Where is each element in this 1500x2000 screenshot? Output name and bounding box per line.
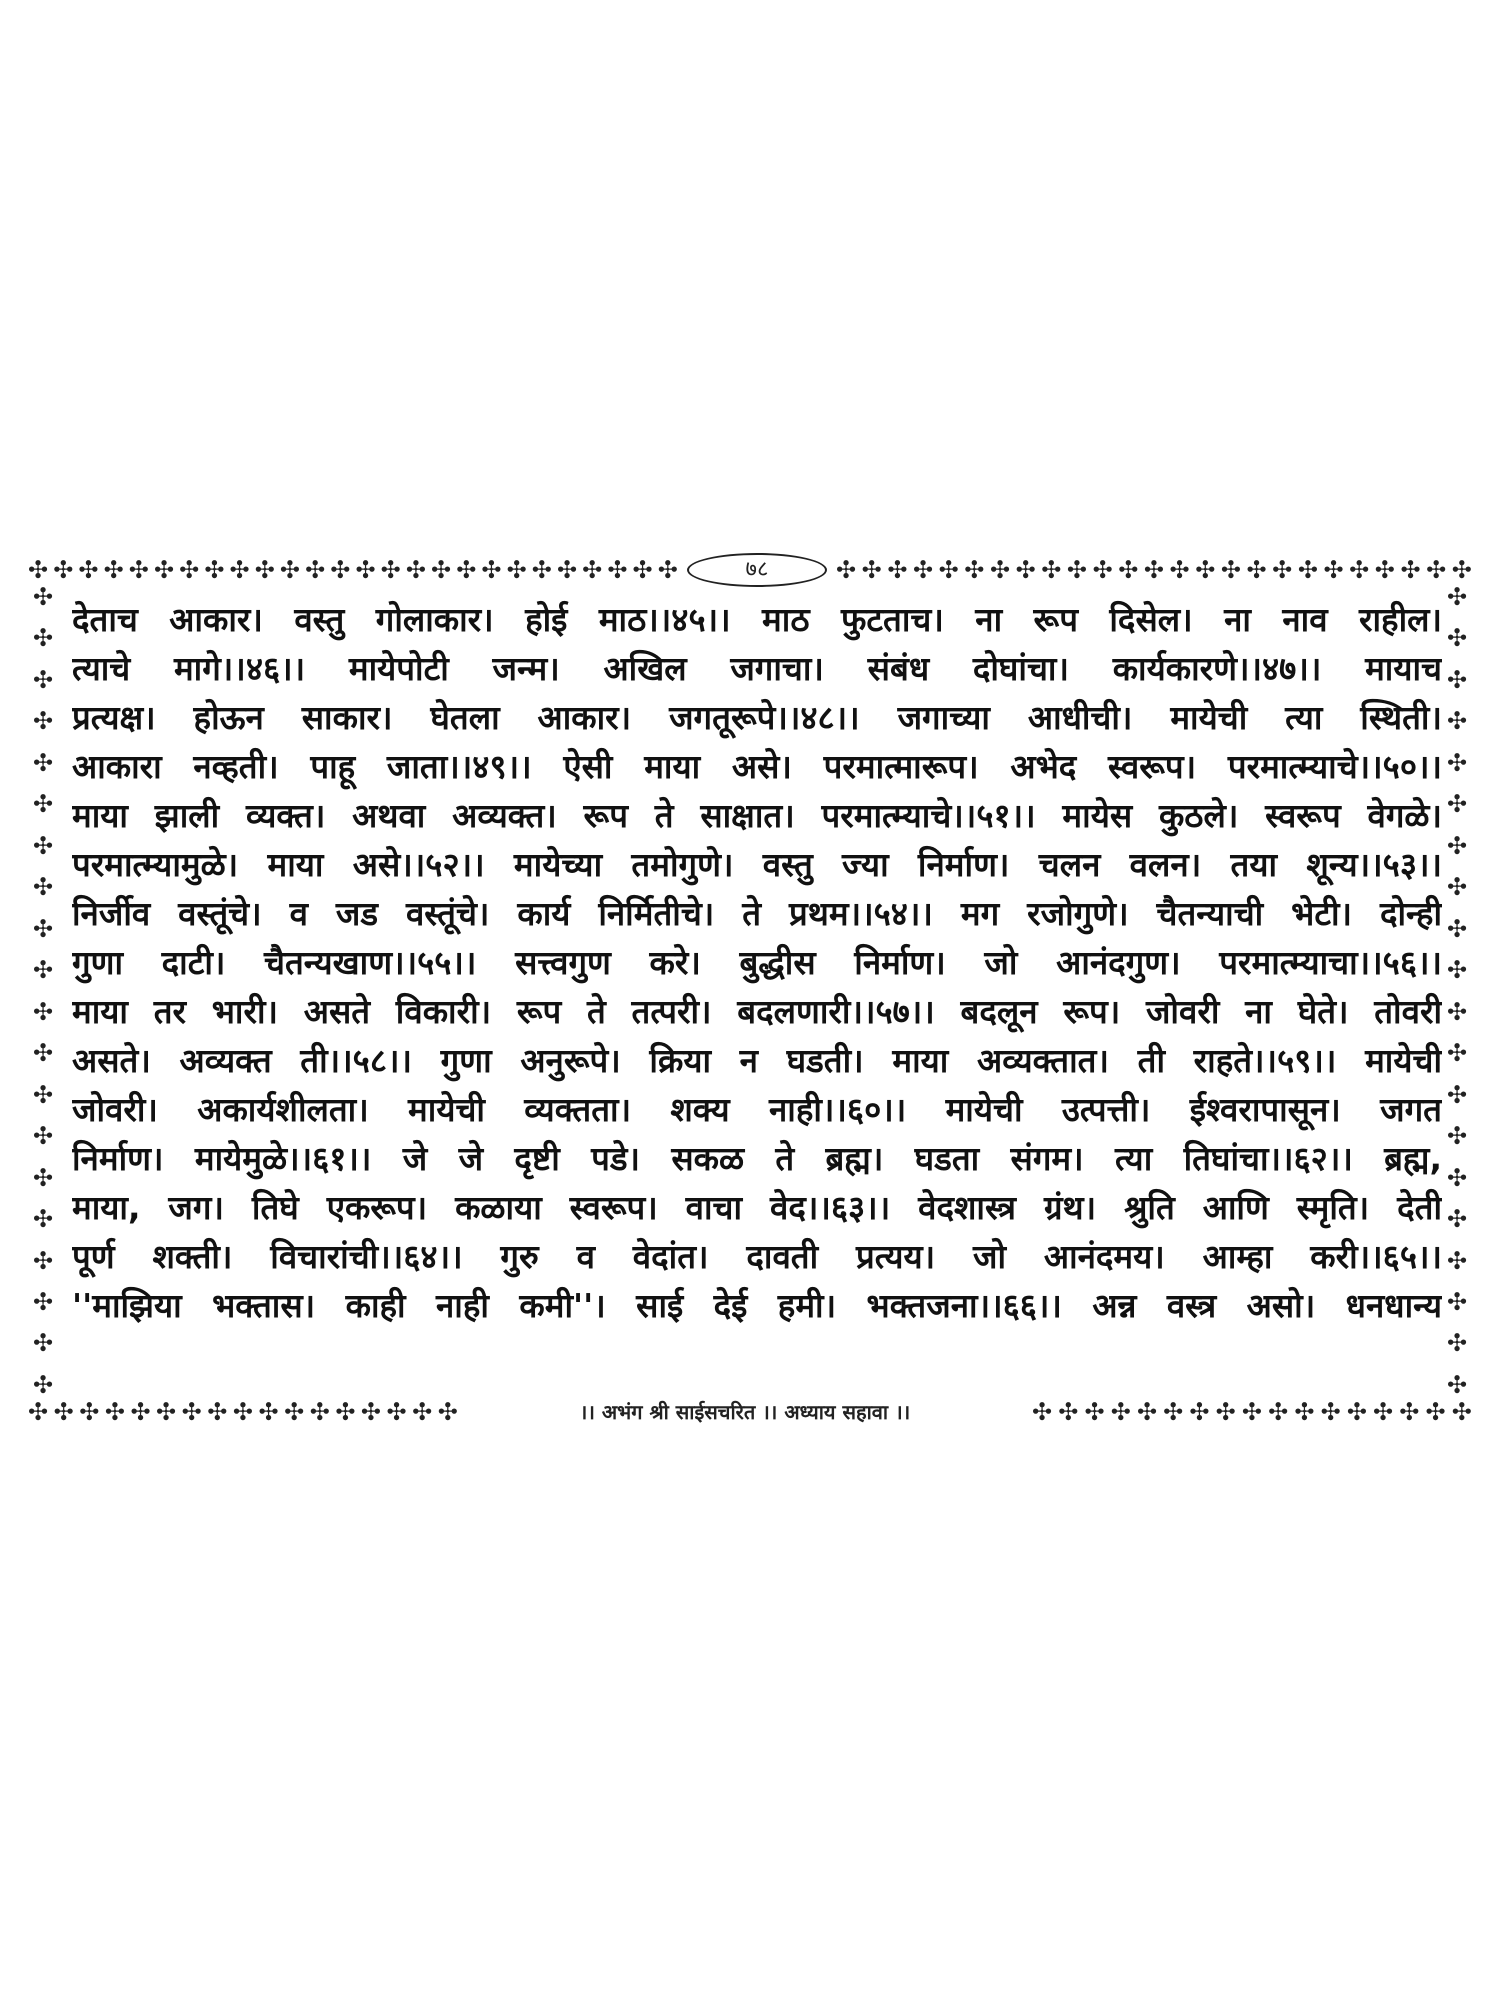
border-ornament-icon: ✣	[32, 873, 54, 902]
border-ornament-icon: ✣	[1015, 556, 1036, 584]
border-ornament-icon: ✣	[989, 556, 1011, 584]
verse-line: माया झाली व्यक्त। अथवा अव्यक्त। रूप ते साक्षात। परमात्म्याचे।।५१।। मायेस कुठले। स्वरूप वेगळे।	[72, 796, 1442, 835]
border-ornament-icon: ✣	[32, 1287, 54, 1316]
border-ornament-icon: ✣	[32, 1039, 54, 1068]
border-ornament-icon: ✣	[431, 556, 452, 584]
verse-line: निर्जीव वस्तूंचे। व जड वस्तूंचे। कार्य निर्मितीचे। ते प्रथम।।५४।। मग रजोगुणे। चैतन्याची भेटी। दोन्ही	[72, 894, 1442, 933]
border-ornament-icon: ✣	[1268, 1398, 1289, 1426]
border-ornament-icon: ✣	[1041, 556, 1062, 584]
border-ornament-icon: ✣	[179, 556, 200, 584]
border-ornament-icon: ✣	[28, 556, 49, 584]
border-ornament-icon: ✣	[1425, 1398, 1446, 1426]
border-ornament-icon: ✣	[1446, 873, 1468, 902]
verse-line: गुणा दाटी। चैतन्यखाण।।५५।। सत्त्वगुण करे। बुद्धीस निर्माण। जो आनंदगुण। परमात्म्याचा।।५६।।	[72, 943, 1442, 982]
border-ornament-icon: ✣	[330, 556, 351, 584]
border-ornament-icon: ✣	[1092, 556, 1113, 584]
border-ornament-icon: ✣	[1446, 1122, 1468, 1151]
border-ornament-icon: ✣	[104, 1398, 125, 1426]
border-ornament-icon: ✣	[887, 556, 908, 584]
border-ornament-icon: ✣	[1220, 556, 1241, 584]
bottom-border-right-ornaments	[1032, 1397, 1472, 1427]
verse-line: ''माझिया भक्तास। काही नाही कमी''। साई देई हमी। भक्तजना।।६६।। अन्न वस्त्र असो। धनधान्य	[72, 1286, 1442, 1325]
border-ornament-icon: ✣	[1446, 1329, 1468, 1358]
border-ornament-icon: ✣	[32, 1122, 54, 1151]
border-ornament-icon: ✣	[1446, 1287, 1468, 1316]
border-ornament-icon: ✣	[130, 1398, 151, 1426]
border-ornament-icon: ✣	[1446, 1205, 1468, 1234]
border-ornament-icon: ✣	[32, 914, 54, 943]
border-ornament-icon: ✣	[1066, 556, 1088, 584]
border-ornament-icon: ✣	[1446, 748, 1468, 777]
border-ornament-icon: ✣	[1446, 956, 1468, 985]
border-ornament-icon: ✣	[1297, 556, 1318, 584]
border-ornament-icon: ✣	[1446, 1370, 1468, 1399]
border-ornament-icon: ✣	[305, 556, 326, 584]
border-ornament-icon: ✣	[1143, 556, 1164, 584]
footer-title: ।। अभंग श्री साईसचरित ।। अध्याय सहावा ।।	[579, 1400, 911, 1424]
border-ornament-icon: ✣	[53, 556, 74, 584]
border-ornament-icon: ✣	[32, 997, 54, 1026]
border-ornament-icon: ✣	[938, 556, 959, 584]
border-ornament-icon: ✣	[1446, 707, 1468, 736]
border-ornament-icon: ✣	[1294, 1398, 1315, 1426]
border-ornament-icon: ✣	[1084, 1398, 1105, 1426]
border-ornament-icon: ✣	[1399, 1398, 1420, 1426]
border-ornament-icon: ✣	[1446, 790, 1468, 819]
verse-line: देताच आकार। वस्तु गोलाकार। होई माठ।।४५।। माठ फुटताच। ना रूप दिसेल। ना नाव राहील।	[72, 600, 1442, 639]
bottom-border	[28, 1397, 1472, 1427]
border-ornament-icon: ✣	[1323, 556, 1344, 584]
verse-line: परमात्म्यामुळे। माया असे।।५२।। मायेच्या तमोगुणे। वस्तु ज्या निर्माण। चलन वलन। तया शून्य।।५३।।	[72, 845, 1442, 884]
verse-line: माया तर भारी। असते विकारी। रूप ते तत्परी। बदलणारी।।५७।। बदलून रूप। जोवरी ना घेते। तोवरी	[72, 992, 1442, 1031]
border-ornament-icon: ✣	[437, 1398, 458, 1426]
border-ornament-icon: ✣	[556, 556, 578, 584]
page-number: ७८	[687, 553, 827, 587]
verse-line: असते। अव्यक्त ती।।५८।। गुणा अनुरूपे। क्रिया न घडती। माया अव्यक्तात। ती राहते।।५९।। मायेची	[72, 1041, 1442, 1080]
border-ornament-icon: ✣	[309, 1398, 330, 1426]
border-ornament-icon: ✣	[181, 1398, 202, 1426]
border-ornament-icon: ✣	[1451, 556, 1472, 584]
border-ornament-icon: ✣	[1446, 1163, 1468, 1192]
border-ornament-icon: ✣	[1446, 1039, 1468, 1068]
verse-line: निर्माण। मायेमुळे।।६१।। जे जे दृष्टी पडे। सकळ ते ब्रह्म। घडता संगम। त्या तिघांचा।।६२।। ब्रह्म,	[72, 1139, 1442, 1178]
border-ornament-icon: ✣	[53, 1398, 74, 1426]
border-ornament-icon: ✣	[32, 665, 54, 694]
border-ornament-icon: ✣	[1215, 1398, 1236, 1426]
bottom-border-left-ornaments	[28, 1397, 458, 1427]
border-ornament-icon: ✣	[1400, 556, 1421, 584]
border-ornament-icon: ✣	[103, 556, 124, 584]
border-ornament-icon: ✣	[380, 556, 401, 584]
border-ornament-icon: ✣	[1446, 997, 1468, 1026]
border-ornament-icon: ✣	[1169, 556, 1190, 584]
page-frame	[28, 555, 1472, 1427]
verse-text-block	[72, 595, 1442, 1330]
border-ornament-icon: ✣	[32, 1246, 54, 1275]
border-ornament-icon: ✣	[28, 1398, 49, 1426]
border-ornament-icon: ✣	[1446, 624, 1468, 653]
border-ornament-icon: ✣	[1272, 556, 1293, 584]
border-ornament-icon: ✣	[32, 1370, 54, 1399]
border-ornament-icon: ✣	[1426, 556, 1447, 584]
border-ornament-icon: ✣	[386, 1398, 407, 1426]
top-border-left-ornaments	[28, 555, 678, 585]
border-ornament-icon: ✣	[258, 1398, 279, 1426]
verse-line: त्याचे मागे।।४६।। मायेपोटी जन्म। अखिल जगाचा। संबंध दोघांचा। कार्यकारणे।।४७।। मायाच	[72, 649, 1442, 688]
border-ornament-icon: ✣	[1446, 831, 1468, 860]
right-border-ornaments	[1442, 585, 1472, 1397]
border-ornament-icon: ✣	[1110, 1398, 1131, 1426]
border-ornament-icon: ✣	[657, 556, 678, 584]
border-ornament-icon: ✣	[156, 1398, 177, 1426]
verse-line: प्रत्यक्ष। होऊन साकार। घेतला आकार। जगतूरूपे।।४८।। जगाच्या आधीची। मायेची त्या स्थिती।	[72, 698, 1442, 737]
top-border	[28, 555, 1472, 585]
border-ornament-icon: ✣	[405, 556, 426, 584]
border-ornament-icon: ✣	[1373, 1398, 1394, 1426]
left-border-ornaments	[28, 585, 58, 1397]
border-ornament-icon: ✣	[582, 556, 603, 584]
border-ornament-icon: ✣	[32, 1163, 54, 1192]
border-ornament-icon: ✣	[32, 1080, 54, 1109]
border-ornament-icon: ✣	[861, 556, 882, 584]
border-ornament-icon: ✣	[284, 1398, 305, 1426]
border-ornament-icon: ✣	[153, 556, 175, 584]
border-ornament-icon: ✣	[1320, 1398, 1341, 1426]
border-ornament-icon: ✣	[1446, 583, 1468, 611]
border-ornament-icon: ✣	[607, 556, 628, 584]
border-ornament-icon: ✣	[1349, 556, 1370, 584]
border-ornament-icon: ✣	[1451, 1398, 1472, 1426]
border-ornament-icon: ✣	[207, 1398, 228, 1426]
border-ornament-icon: ✣	[531, 556, 552, 584]
border-ornament-icon: ✣	[1241, 1398, 1262, 1426]
verse-line: जोवरी। अकार्यशीलता। मायेची व्यक्तता। शक्य नाही।।६०।। मायेची उत्पत्ती। ईश्वरापासून। जगत	[72, 1090, 1442, 1129]
border-ornament-icon: ✣	[232, 1398, 253, 1426]
border-ornament-icon: ✣	[78, 556, 99, 584]
border-ornament-icon: ✣	[1189, 1398, 1210, 1426]
border-ornament-icon: ✣	[32, 583, 54, 611]
border-ornament-icon: ✣	[1446, 665, 1468, 694]
border-ornament-icon: ✣	[79, 1398, 100, 1426]
border-ornament-icon: ✣	[229, 556, 250, 584]
verse-line: माया, जग। तिघे एकरूप। कळाया स्वरूप। वाचा वेद।।६३।। वेदशास्त्र ग्रंथ। श्रुति आणि स्मृति। देती	[72, 1188, 1442, 1227]
border-ornament-icon: ✣	[254, 556, 275, 584]
top-border-right-ornaments	[836, 555, 1472, 585]
border-ornament-icon: ✣	[32, 790, 54, 819]
border-ornament-icon: ✣	[964, 556, 985, 584]
border-ornament-icon: ✣	[355, 556, 376, 584]
border-ornament-icon: ✣	[32, 1329, 54, 1358]
border-ornament-icon: ✣	[456, 556, 477, 584]
border-ornament-icon: ✣	[1446, 914, 1468, 943]
border-ornament-icon: ✣	[32, 707, 54, 736]
border-ornament-icon: ✣	[481, 556, 502, 584]
border-ornament-icon: ✣	[506, 556, 527, 584]
border-ornament-icon: ✣	[32, 748, 54, 777]
border-ornament-icon: ✣	[412, 1398, 433, 1426]
border-ornament-icon: ✣	[632, 556, 653, 584]
border-ornament-icon: ✣	[1374, 556, 1395, 584]
border-ornament-icon: ✣	[32, 831, 54, 860]
border-ornament-icon: ✣	[32, 1205, 54, 1234]
border-ornament-icon: ✣	[1163, 1398, 1184, 1426]
border-ornament-icon: ✣	[1346, 1398, 1367, 1426]
border-ornament-icon: ✣	[1118, 556, 1139, 584]
verse-line: आकारा नव्हती। पाहू जाता।।४९।। ऐसी माया असे। परमात्मारूप। अभेद स्वरूप। परमात्म्याचे।।५०।।	[72, 747, 1442, 786]
border-ornament-icon: ✣	[128, 556, 149, 584]
border-ornament-icon: ✣	[1032, 1398, 1053, 1426]
border-ornament-icon: ✣	[279, 556, 300, 584]
border-ornament-icon: ✣	[836, 556, 857, 584]
border-ornament-icon: ✣	[204, 556, 225, 584]
border-ornament-icon: ✣	[32, 624, 54, 653]
border-ornament-icon: ✣	[360, 1398, 382, 1426]
border-ornament-icon: ✣	[1195, 556, 1216, 584]
border-ornament-icon: ✣	[32, 956, 54, 985]
border-ornament-icon: ✣	[1446, 1246, 1468, 1275]
border-ornament-icon: ✣	[1246, 556, 1267, 584]
verse-line: पूर्ण शक्ती। विचारांची।।६४।। गुरु व वेदांत। दावती प्रत्यय। जो आनंदमय। आम्हा करी।।६५।।	[72, 1237, 1442, 1276]
border-ornament-icon: ✣	[335, 1398, 356, 1426]
border-ornament-icon: ✣	[912, 556, 934, 584]
border-ornament-icon: ✣	[1058, 1398, 1079, 1426]
border-ornament-icon: ✣	[1446, 1080, 1468, 1109]
border-ornament-icon: ✣	[1136, 1398, 1158, 1426]
